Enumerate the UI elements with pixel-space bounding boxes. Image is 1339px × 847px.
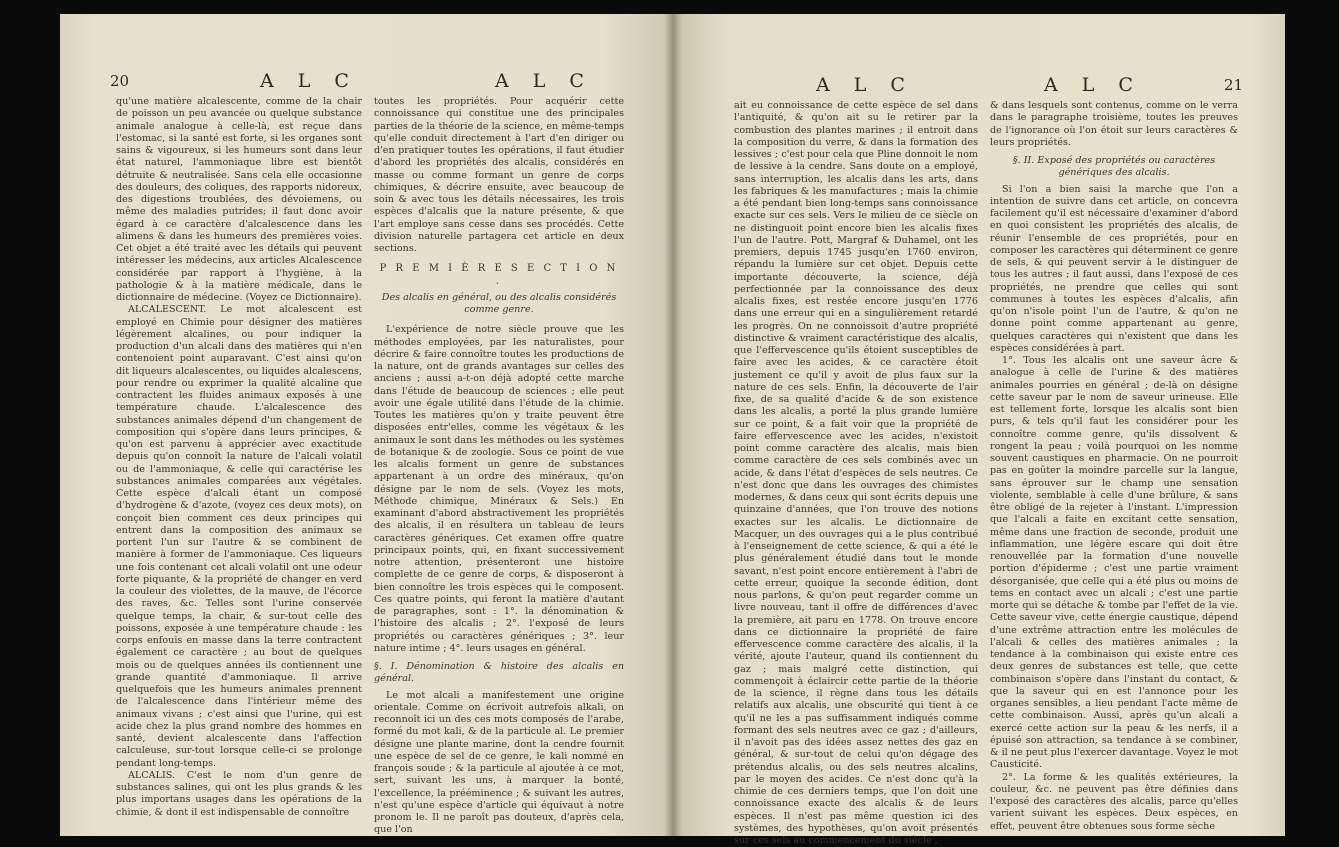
running-head: A L C (495, 70, 593, 92)
text-column-left (734, 100, 978, 846)
text-column-left (116, 96, 362, 826)
paragraph: Si l'on a bien saisi la marche que l'on a intention de suivre dans cet article, on concevra facilement qu'il est nécessaire d'examiner d'abord en quoi consistent les propriétés des alcalis, de réunir l'ensemble de ces propriétés, pour en composer les caractères qui déterminent ce genre de sels, & qui peuvent servir à le distinguer de tous les autres ; il faut aussi, dans l'exposé de ces propriétés, ne prendre que celles qui sont communes à toutes les espèces d'alcalis, afin qu'on n'isole point l'un de l'autre, & qu'on ne donne point comme appartenant au genre, quelques caractères qui n'existent que dans les espèces considérées à part. (990, 183, 1238, 354)
text-column-right (374, 96, 624, 836)
paragraph: ait eu connoissance de cette espèce de sel dans l'antiquité, & qu'on ait su le retirer par la combustion des plantes marines ; il entroit dans la composition du verre, & dans la formation des lessives ; c'est pour cela que Pline donnoit le nom de lessive à la cendre. Sans doute on a employé, sans interruption, les alcalis dans les arts, dans les fabriques & les manufactures ; mais la chimie a été pendant bien long-temps sans connoissance exacte sur ces sels. Vers le milieu de ce siècle on ne distinguoit point encore bien les alcalis fixes l'un de l'autre. Pott, Margraf & Duhamel, ont les premiers, depuis 1745 jusqu'en 1760 environ, répandu la lumière sur cet objet. Depuis cette importante découverte, la science, déjà perfectionnée par la connoissance des deux alcalis fixes, est restée encore jusqu'en 1776 dans une erreur qui en a singulièrement retardé les progrès. On ne connoissoit d'autre propriété distinctive & vraiment caractéristique des alcalis, que l'effervescence qu'ils étoient susceptibles de faire avec les acides, & ce caractère étoit justement ce qu'il y avoit de plus faux sur la nature de ces sels. Enfin, la découverte de l'air fixe, de sa qualité d'acide & de son existence dans les alcalis, a porté la plus grande lumière sur ce point, & a fait voir que la propriété de faire effervescence avec les acides, n'existoit point comme caractère des alcalis, mais bien comme caractère de ces sels combinés avec un acide, & dans l'état d'espèces de sels neutres. Ce n'est donc que dans les ouvrages des chimistes modernes, & dans ceux qui sont écrits depuis une quinzaine d'années, que l'on trouve des notions exactes sur les alcalis. Le dictionnaire de Macquer, un des ouvrages qui a le plus contribué à l'enseignement de cette science, & qui a été le plus généralement étudié dans tout le monde savant, n'est point encore entièrement à l'abri de cette erreur, quoique la seconde édition, dont nous parlons, & qu'on peut regarder comme un livre nouveau, tant il offre de différences d'avec la première, ait paru en 1778. On trouve encore dans ce dictionnaire la propriété de faire effervescence comme caractère des alcalis, il la vérité, ajoute l'auteur, quand ils contiennent du gaz ; mais malgré cette distinction, qui commençoit à éclaircir cette partie de la théorie de la science, il règne dans tous les détails relatifs aux alcalis, une obscurité qui tient à ce qu'il ne les a pas suffisamment indiqués comme formant des sels neutres avec ce gaz ; d'ailleurs, il n'avoit pas des idées assez nettes des gaz en général, & sur-tout de celui qu'on dégage des prétendus alcalis, ou des sels neutres alcalins, par le moyen des acides. Ce n'est donc qu'à la chimie de ces derniers temps, que l'on doit une connoissance exacte des alcalis & de leurs espèces. Il n'est pas même question ici des systèmes, des hypothèses, qu'on avoit présentés sur ces sels au commencement du siècle , (734, 100, 978, 846)
paragraph: & dans lesquels sont contenus, comme on le verra dans le paragraphe troisième, toutes les preuves de l'ignorance où l'on étoit sur leurs caractères & leurs propriétés. (990, 100, 1238, 148)
section-title: P R E M I È R E S E C T I O N . (379, 263, 619, 287)
left-page (60, 14, 672, 836)
paragraph: Le mot alcali a manifestement une origine orientale. Comme on écrivoit autrefois alkali, on reconnoît ici un des ces mots composés de l'arabe, formé du mot kali, & de la particule al. Le premier désigne une plante marine, dont la cendre fournit une espèce de sel de ce genre, le kali nommé en françois soude ; & la particule al ajoutée à ce mot, sert, suivant les uns, à marquer la bonté, l'excellence, la prééminence ; & suivant les autres, n'est qu'une espèce d'article qui équivaut à notre pronom le. Il ne paroît pas douteux, d'après cela, que l'on (374, 689, 624, 836)
page-number: 21 (1224, 76, 1244, 94)
open-book (60, 14, 1285, 846)
paragraph-title: §. I. Dénomination & histoire des alcalis en général. (374, 661, 624, 685)
paragraph: ALCALIS. C'est le nom d'un genre de substances salines, qui ont les plus grands & les plus importans usages dans les opérations de la chimie, & dont il est indispensable de connoître (116, 769, 362, 818)
paragraph: qu'une matière alcalescente, comme de la chair de poisson un peu avancée ou quelque substance animale analogue à celle-là, est reçue dans l'estomac, si la santé est forte, si les organes sont sains & vigoureux, si les humeurs sont dans leur état naturel, l'ammoniaque libre est bientôt détruite & neutralisée. Sans cela elle occasionne des douleurs, des coliques, des rapports nidoreux, des digestions troublées, des dévoiemens, ou même des maladies putrides; il faut donc avoir égard à ce caractère d'alcalescence dans les alimens & dans les humeurs des premières voies. Cet objet a été traité avec les détails qui peuvent intéresser les médecins, aux articles Alcalescence considérée par rapport à l'hygiène, à la pathologie & à la matière médicale, dans le dictionnaire de médecine. (Voyez ce Dictionnaire). (116, 96, 362, 303)
section-subtitle: Des alcalis en général, ou des alcalis considérés comme genre. (381, 291, 617, 315)
paragraph: ALCALESCENT. Le mot alcalescent est employé en Chimie pour désigner des matières légèrement alcalines, ou pour indiquer la production d'un alcali dans des matières qui n'en contenoient point auparavant. C'est ainsi qu'on dit liqueurs alcalescentes, ou liquides alcalescens, pour rendre ou exprimer la qualité alcaline que contractent les fluides animaux exposés à une température chaude. L'alcalescence des substances animales dépend d'un changement de composition qui s'opère dans leurs principes, & qu'on est parvenu à apprécier avec exactitude depuis qu'on connoît la nature de l'alcali volatil ou de l'ammoniaque, & celle qui caractérise les substances animales comparées aux végétales. Cette espèce d'alcali étant un composé d'hydrogène & d'azote, (voyez ces deux mots), on conçoit bien comment ces deux principes qui entrent dans la composition des animaux se portent l'un sur l'autre & se combinent de manière à former de l'ammoniaque. Ces liqueurs une fois contenant cet alcali volatil ont une odeur forte piquante, & la propriété de changer en verd la couleur des violettes, de la mauve, de l'écorce des raves, &c. Telles sont l'urine conservée quelque temps, la chair, & sur-tout celle des poissons, exposée à une température chaude : les corps enfouis en masse dans la terre contractent également ce caractère ; au bout de quelques mois ou de quelques années ils contiennent une grande quantité d'ammoniaque. Il arrive quelquefois que les humeurs animales prennent de l'alcalescence dans l'intérieur même des animaux vivans ; c'est ainsi que l'urine, qui est acide chez la plus grand nombre des hommes en santé, devient alcalescente dans l'affection calculeuse, sur-tout lorsque celle-ci se prolonge pendant long-temps. (116, 304, 362, 769)
paragraph: 1°. Tous les alcalis ont une saveur âcre & analogue à celle de l'urine & des matières animales pourries en général ; de-là on désigne cette saveur par le nom de saveur urineuse. Elle est tellement forte, lorsque les alcalis sont bien purs, & tels qu'il faut les considérer pour les connoître comme genre, qu'ils dissolvent & rongent la peau ; voilà pourquoi on les nomme souvent caustiques en pharmacie. On ne pourroit pas en goûter la moindre parcelle sur la langue, sans éprouver sur le champ une sensation violente, semblable à celle d'une brûlure, & sans être obligé de la rejeter à l'instant. L'impression que l'alcali a faite en excitant cette sensation, même dans une fraction de seconde, produit une inflammation, une légère escare qui doit être renouvellée par la formation d'une nouvelle portion d'épiderme ; c'est une partie vraiment désorganisée, que celle qui a été plus ou moins de tems en contact avec un alcali ; c'est une partie morte qui se détache & tombe par l'effet de la vie. Cette saveur vive, cette énergie caustique, dépend d'une extrême attraction entre les molécules de l'alcali & celles des matières animales ; la tendance à la combinaison qui existe entre ces deux genres de substances est telle, que cette combinaison s'opère dans l'instant du contact, & que la saveur qui en est l'annonce pour les organes sensibles, a lieu pendant l'acte même de cette combinaison. Aussi, après qu'un alcali a exercé cette action sur la peau & les nerfs, il a épuisé son attraction, sa tendance à se combiner, & il ne peut plus l'exercer davantage. Voyez le mot Causticité. (990, 355, 1238, 771)
paragraph: L'expérience de notre siècle prouve que les méthodes employées, par les naturalistes, pour décrire & faire connoître toutes les productions de la nature, ont de grands avantages sur celles des anciens ; aussi a-t-on déjà adopté cette marche dans l'étude de beaucoup de sciences ; elle peut avoir une égale utilité dans l'étude de la chimie. Toutes les matières qu'on y traite peuvent être disposées entr'elles, comme les végétaux & les animaux le sont dans les méthodes ou les systèmes de botanique & de zoologie. Sous ce point de vue les alcalis forment un genre de substances appartenant à un ordre des minéraux, qu'on désigne par le nom de sels. (Voyez les mots, Méthode chimique, Minéraux & Sels.) En examinant d'abord abstractivement les propriétés des alcalis, il en résultera un tableau de leurs caractères génériques. Cet examen offre quatre principaux points, qui, en fixant successivement notre attention, présenteront une histoire complette de ce genre de corps, & disposeront à bien connoître les trois espèces qui le composent. Ces quatre points, qui feront la matière d'autant de paragraphes, sont : 1°. la dénomination & l'histoire des alcalis ; 2°. l'exposé de leurs propriétés ou caractères génériques ; 3°. leur nature intime ; 4°. leurs usages en général. (374, 324, 624, 654)
running-head: A L C (816, 74, 914, 96)
running-head: A L C (1044, 74, 1142, 96)
book-gutter (664, 14, 682, 836)
paragraph: toutes les propriétés. Pour acquérir cette connoissance qui constitue une des principales parties de la théorie de la science, en même-temps qu'elle conduit directement à l'art d'en diriger ou d'en pratiquer toutes les opérations, il faut étudier d'abord les propriétés des alcalis, considérés en masse ou comme formant un genre de corps chimiques, & décrire ensuite, avec beaucoup de soin & avec tous les détails nécessaires, les trois espèces d'alcalis que la nature présente, & que l'art employe sans cesse dans ses procédés. Cette division naturelle partagera cet article en deux sections. (374, 96, 624, 254)
running-head: A L C (260, 70, 358, 92)
right-page (672, 14, 1285, 846)
paragraph: 2°. La forme & les qualités extérieures, la couleur, &c. ne peuvent pas être définies dans l'exposé des caractères des alcalis, parce qu'elles varient suivant les espèces. Deux espèces, en effet, peuvent être obtenues sous forme sèche (990, 771, 1238, 832)
paragraph-title: §. II. Exposé des propriétés ou caractères génériques des alcalis. (1012, 155, 1216, 179)
page-number: 20 (110, 72, 130, 90)
text-column-right (990, 100, 1238, 832)
